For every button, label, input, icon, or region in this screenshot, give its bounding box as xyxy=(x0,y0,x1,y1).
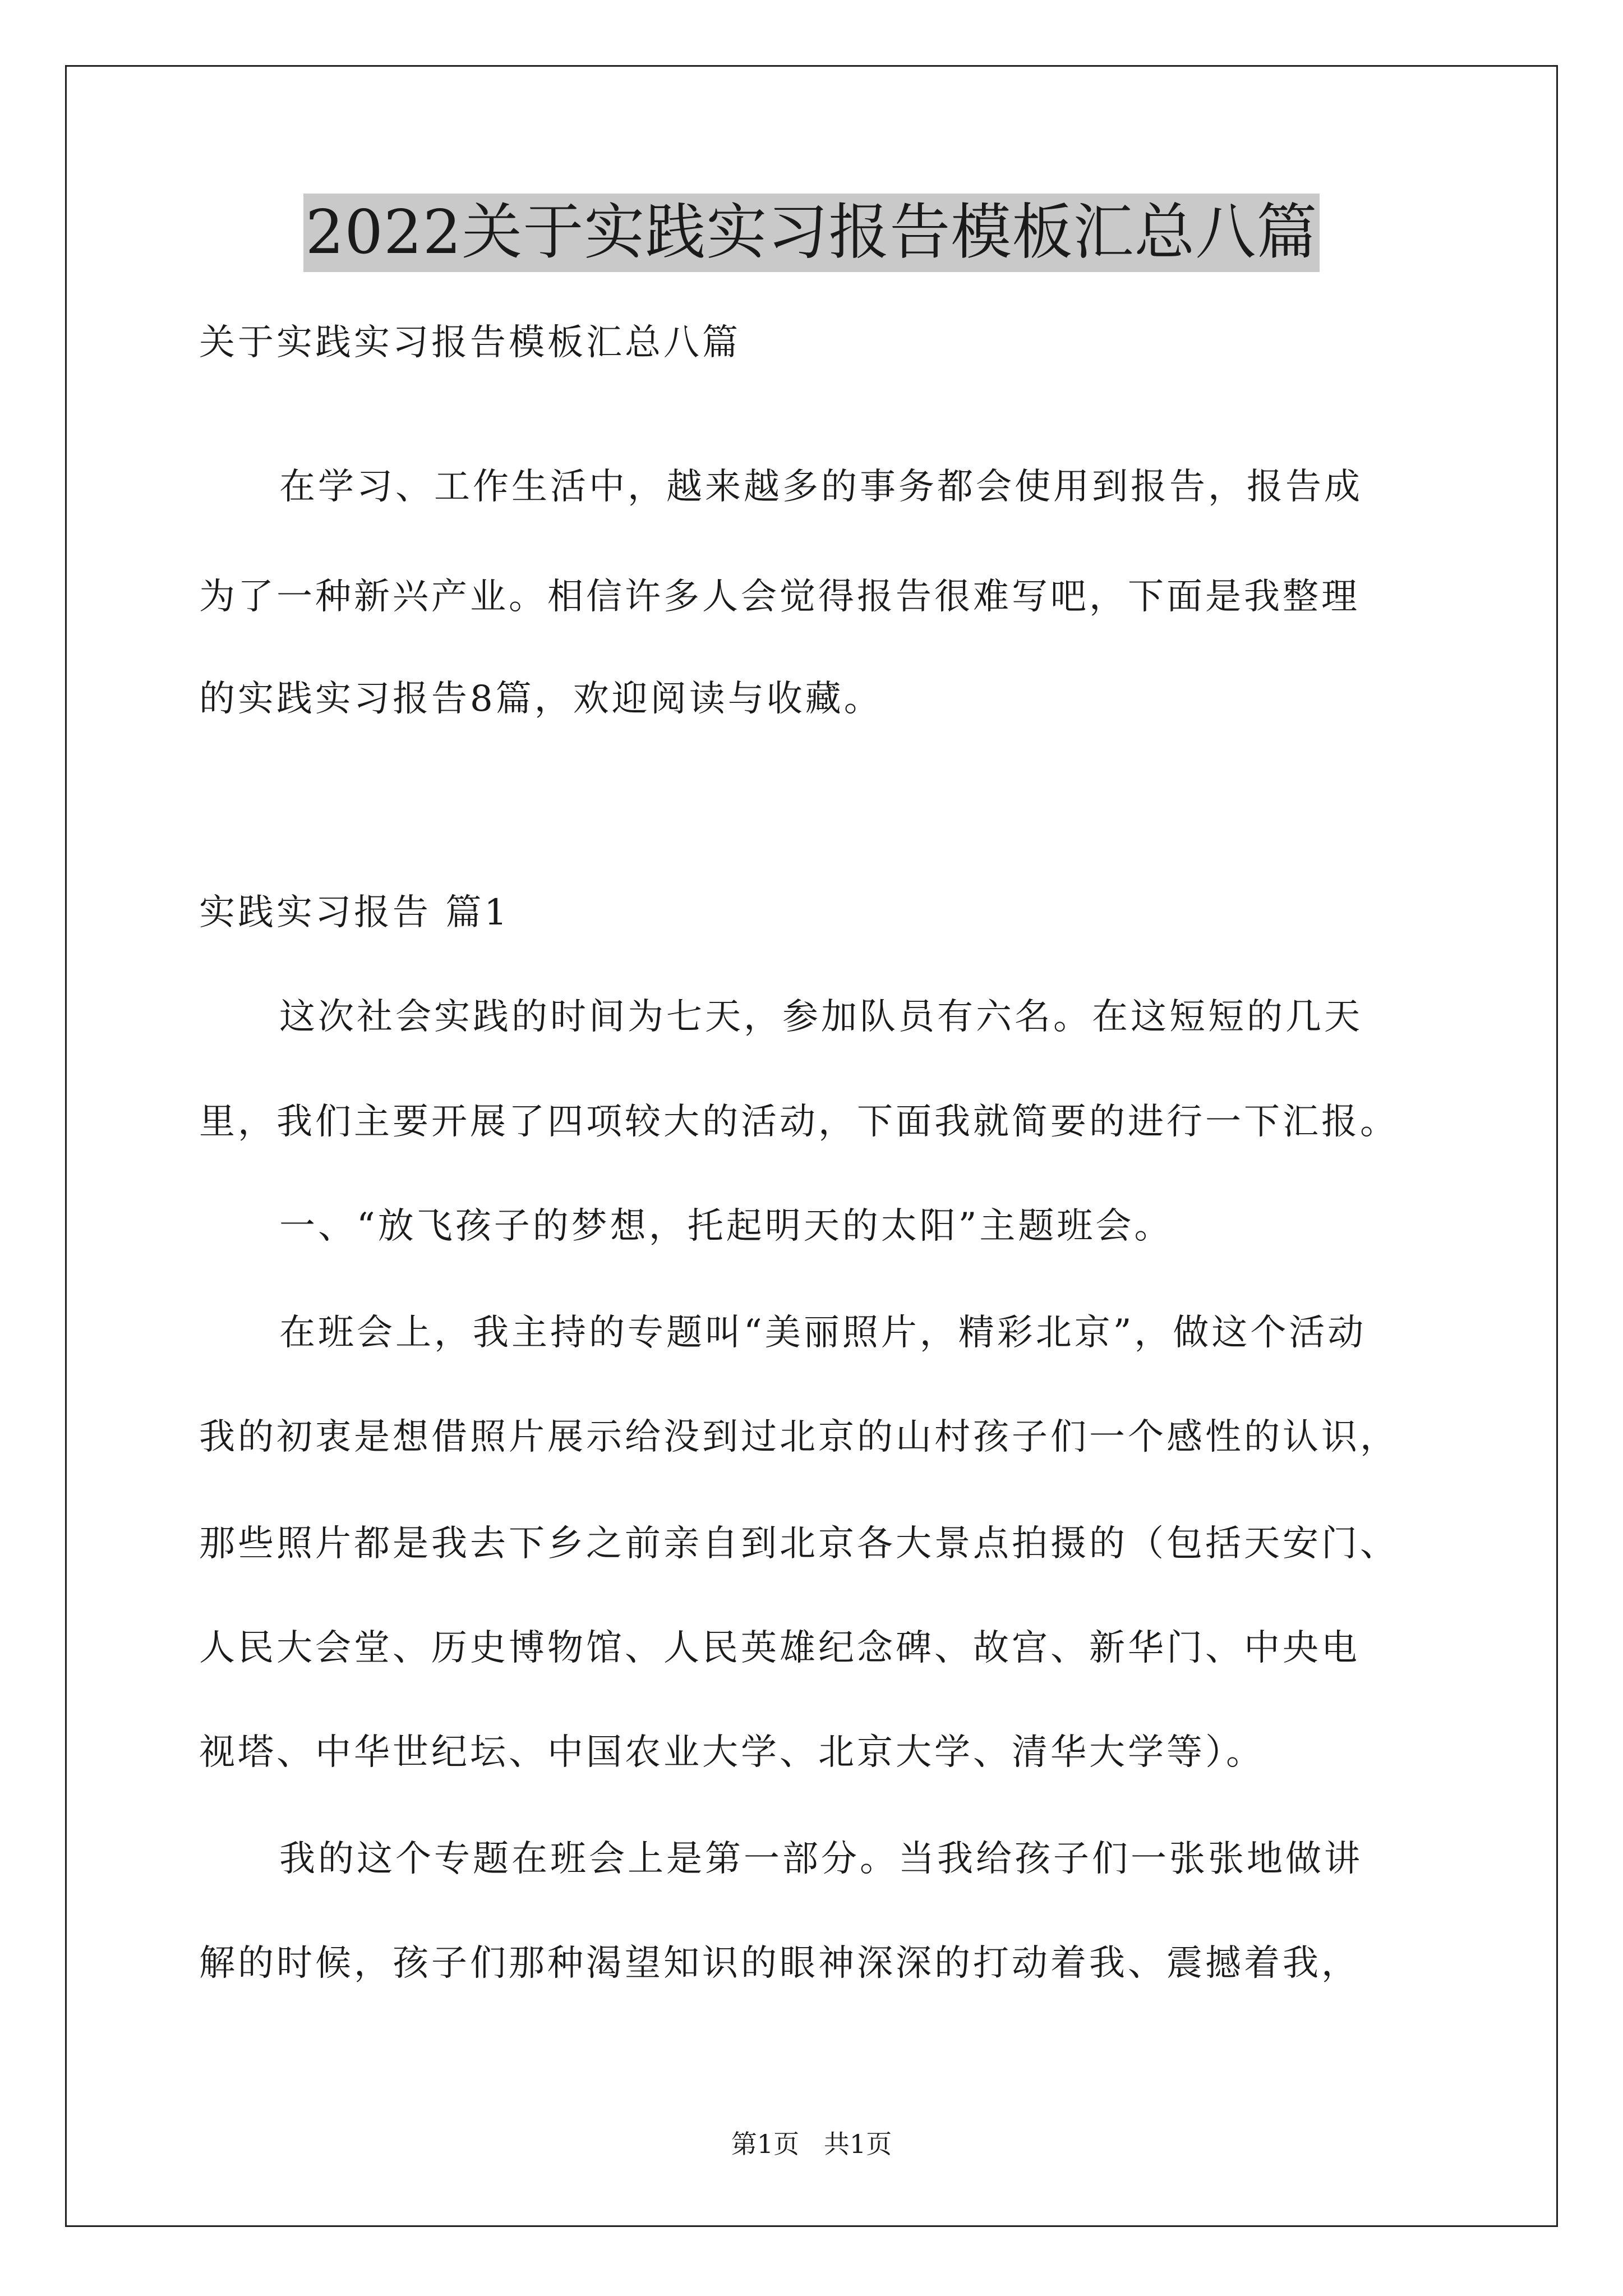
body-line: 视塔、中华世纪坛、中国农业大学、北京大学、清华大学等）。 xyxy=(199,1732,1265,1773)
body-line: 我的初衷是想借照片展示给没到过北京的山村孩子们一个感性的认识， xyxy=(199,1416,1399,1458)
body-line: 这次社会实践的时间为七天，参加队员有六名。在这短短的几天 xyxy=(279,996,1363,1038)
section-heading: 实践实习报告 篇1 xyxy=(199,892,510,933)
body-line: 那些照片都是我去下乡之前亲自到北京各大景点拍摄的（包括天安门、 xyxy=(199,1523,1399,1565)
intro-line: 的实践实习报告8篇，欢迎阅读与收藏。 xyxy=(199,678,883,720)
document-title: 2022关于实践实习报告模板汇总八篇 xyxy=(303,194,1320,272)
body-line: 一、“放飞孩子的梦想，托起明天的太阳”主题班会。 xyxy=(279,1205,1173,1247)
body-line: 里，我们主要开展了四项较大的活动，下面我就简要的进行一下汇报。 xyxy=(199,1101,1399,1143)
body-line: 在班会上，我主持的专题叫“美丽照片，精彩北京”，做这个活动 xyxy=(279,1312,1367,1354)
body-line: 解的时候，孩子们那种渴望知识的眼神深深的打动着我、震撼着我， xyxy=(199,1943,1360,1984)
intro-line: 为了一种新兴产业。相信许多人会觉得报告很难写吧，下面是我整理 xyxy=(199,576,1360,618)
document-title-wrapper xyxy=(0,194,1623,272)
page-footer: 第1页 共1页 xyxy=(731,2129,892,2159)
subtitle: 关于实践实习报告模板汇总八篇 xyxy=(199,322,741,364)
body-line: 我的这个专题在班会上是第一部分。当我给孩子们一张张地做讲 xyxy=(279,1838,1363,1880)
intro-line: 在学习、工作生活中，越来越多的事务都会使用到报告，报告成 xyxy=(279,466,1363,508)
body-line: 人民大会堂、历史博物馆、人民英雄纪念碑、故宫、新华门、中央电 xyxy=(199,1627,1360,1669)
